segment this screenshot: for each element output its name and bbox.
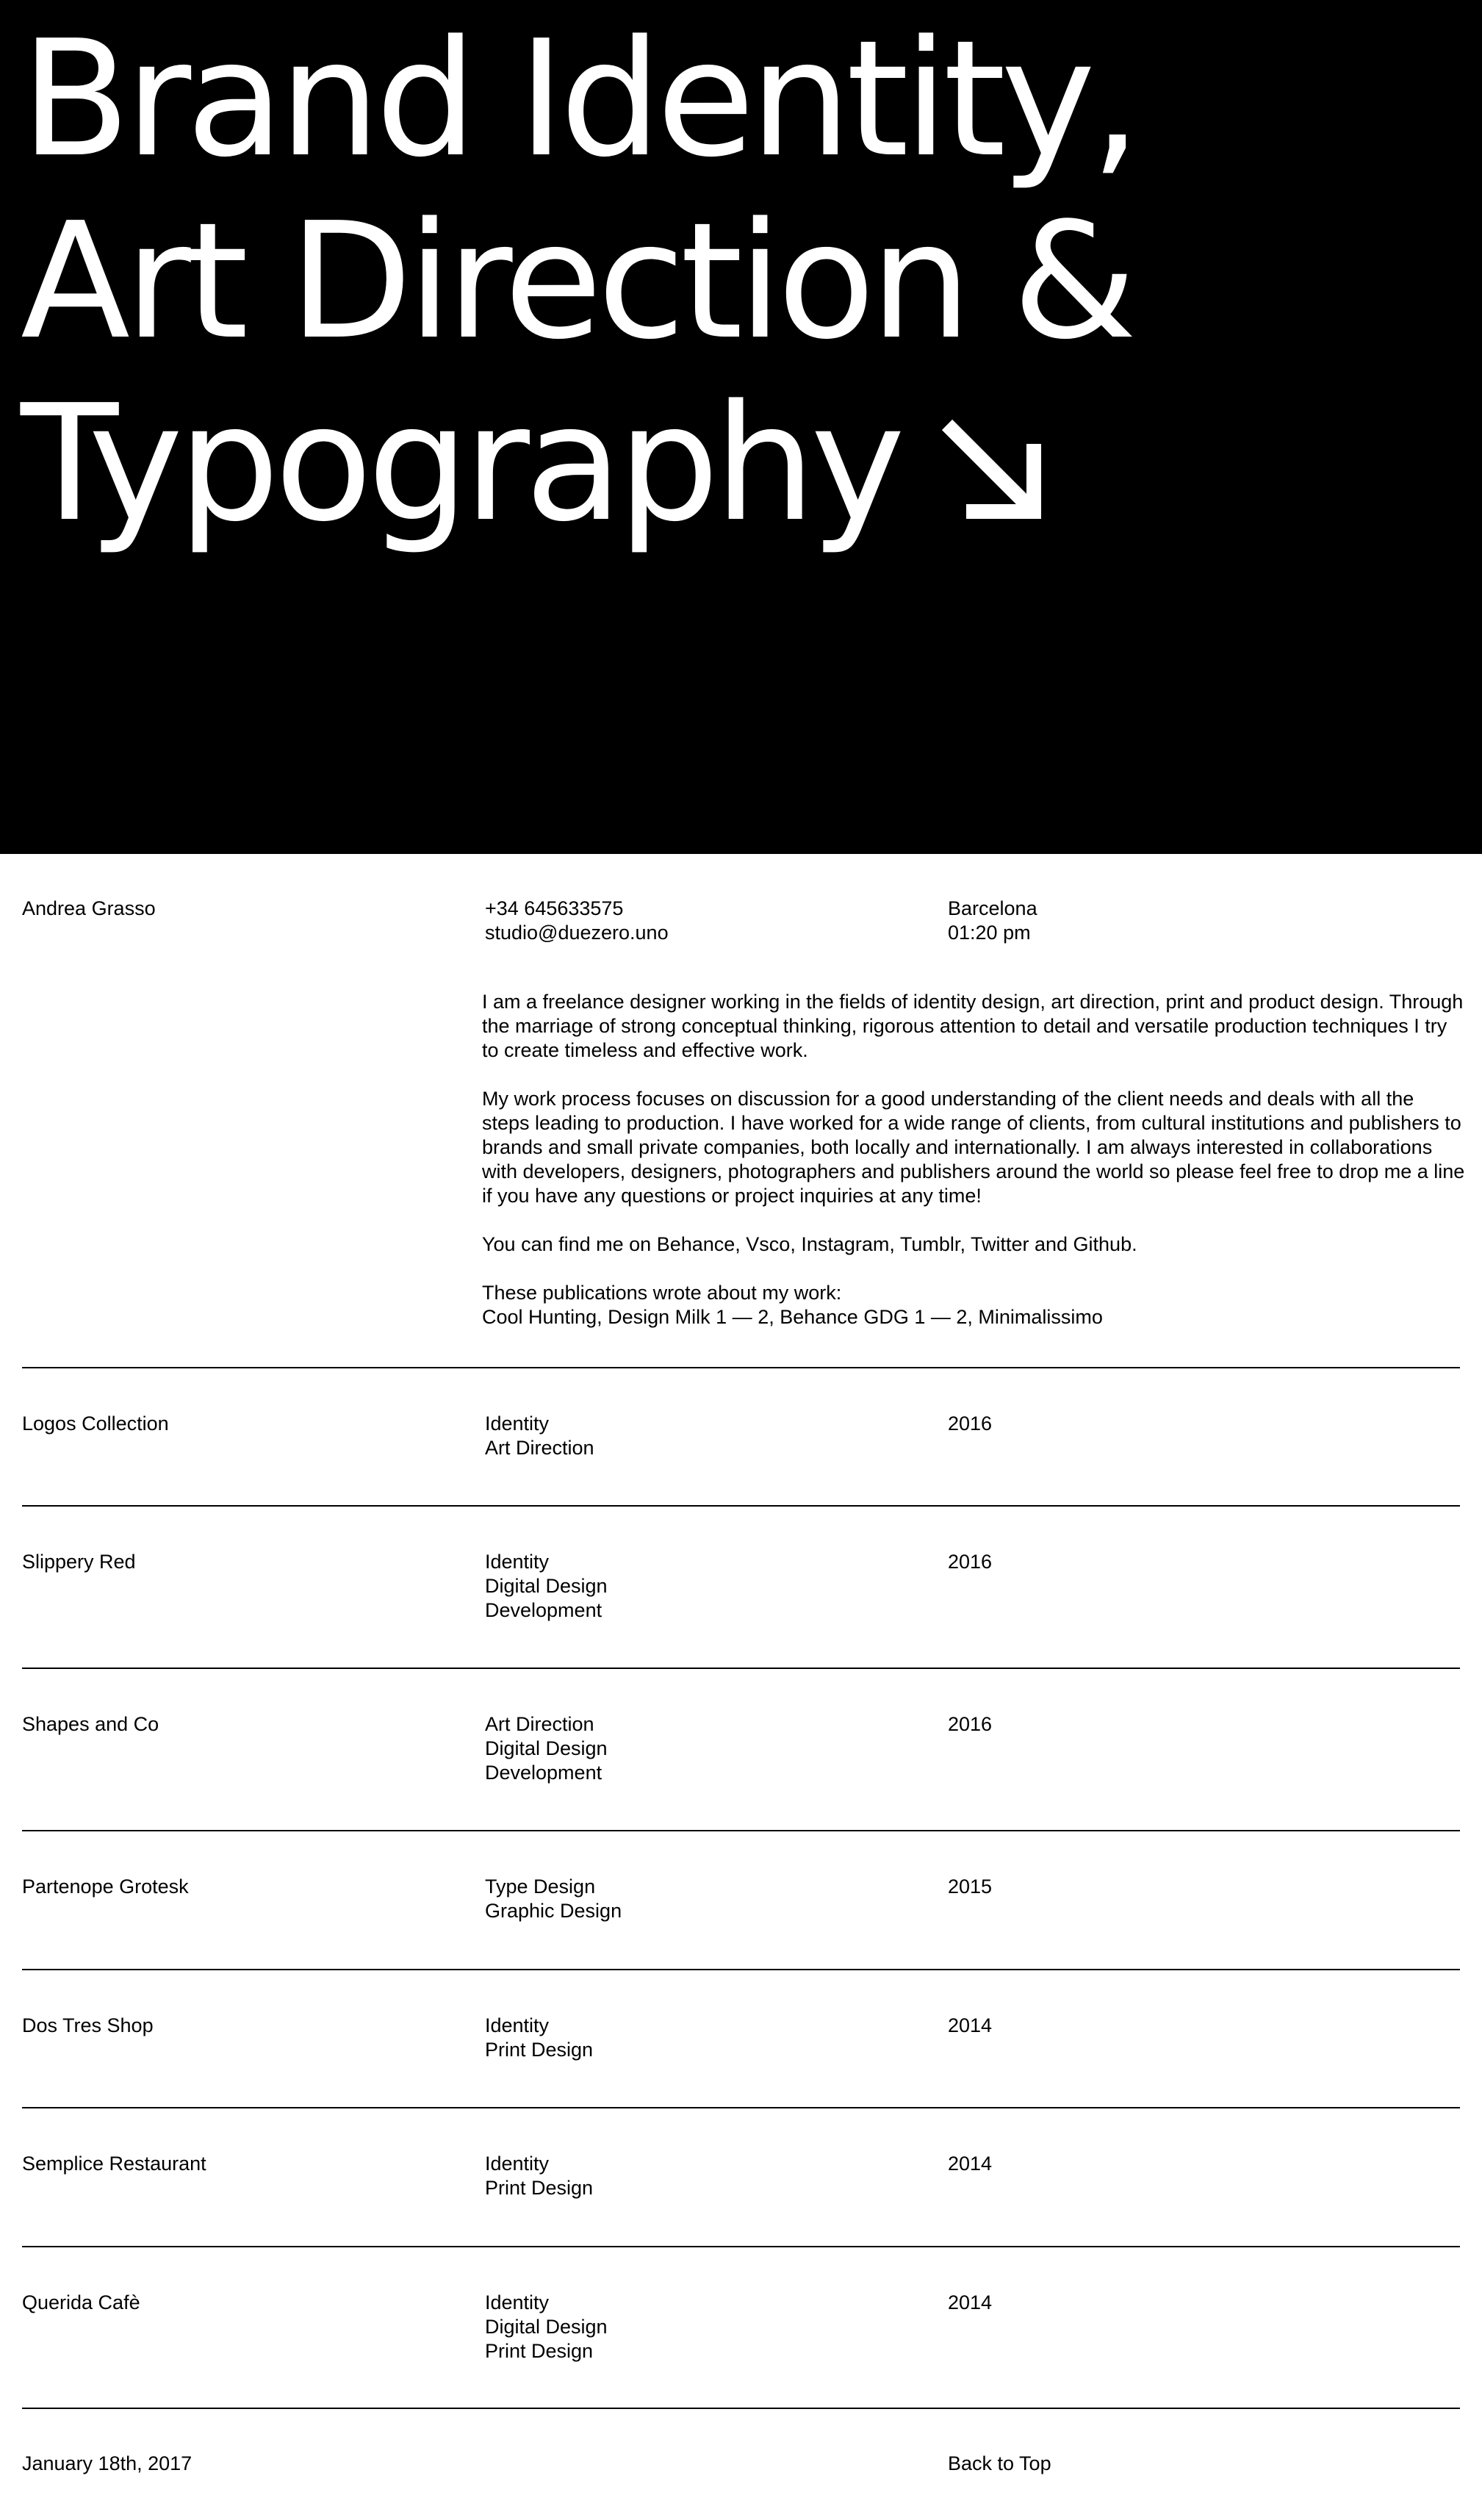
project-category: Print Design [485, 2039, 594, 2061]
project-categories [485, 1412, 594, 1460]
twitter-link[interactable]: Twitter [970, 1233, 1029, 1255]
project-name[interactable]: Dos Tres Shop [22, 2014, 154, 2036]
project-categories [485, 2014, 593, 2062]
project-category: Identity [485, 1412, 550, 1435]
project-category: Art Direction [485, 1713, 594, 1735]
separator: , [960, 1233, 971, 1255]
project-categories [485, 2291, 608, 2363]
hero-section [0, 0, 1482, 854]
separator: , [735, 1233, 747, 1255]
project-year: 2016 [948, 1713, 993, 1735]
separator: , [889, 1233, 900, 1255]
project-category: Digital Design [485, 1737, 608, 1759]
divider [22, 1505, 1460, 1507]
social-links-paragraph [482, 1232, 1467, 1257]
social-prefix: You can find me on [482, 1233, 657, 1255]
project-category: Development [485, 1762, 602, 1784]
contact-info [0, 897, 1482, 948]
separator: , [967, 1306, 979, 1328]
project-name[interactable]: Querida Cafè [22, 2291, 140, 2313]
project-year: 2014 [948, 2153, 993, 2175]
divider [22, 1969, 1460, 1970]
project-category: Development [485, 1599, 602, 1621]
divider [22, 1830, 1460, 1831]
hero-title-line-1: Brand Identity, [21, 7, 1137, 193]
project-name[interactable]: Shapes and Co [22, 1713, 159, 1735]
hero-title [21, 9, 1136, 556]
divider [22, 1367, 1460, 1368]
separator: — [727, 1306, 758, 1328]
project-year: 2015 [948, 1875, 993, 1898]
project-name[interactable]: Semplice Restaurant [22, 2153, 206, 2175]
divider [22, 2107, 1460, 2108]
last-updated-date: January 18th, 2017 [22, 2452, 193, 2474]
behance-link[interactable]: Behance [656, 1233, 735, 1255]
tumblr-link[interactable]: Tumblr [899, 1233, 960, 1255]
separator: — [925, 1306, 957, 1328]
project-category: Type Design [485, 1875, 596, 1898]
project-name[interactable]: Slippery Red [22, 1551, 136, 1573]
city-label: Barcelona [948, 897, 1037, 919]
hero-title-line-2: Art Direction & [21, 189, 1132, 375]
github-link[interactable]: Github [1073, 1233, 1132, 1255]
project-name[interactable]: Partenope Grotesk [22, 1875, 189, 1898]
separator: and [1029, 1233, 1073, 1255]
contact-details [485, 897, 669, 945]
separator: , [597, 1306, 608, 1328]
press-link-minimalissimo[interactable]: Minimalissimo [978, 1306, 1103, 1328]
vsco-link[interactable]: Vsco [746, 1233, 791, 1255]
bio-section [482, 990, 1467, 1329]
back-to-top-link[interactable]: Back to Top [948, 2452, 1051, 2474]
press-intro: These publications wrote about my work: [482, 1282, 842, 1304]
bio-paragraph-2: My work process focuses on discussion for a good understanding of the client needs and deals with all the steps leading to production. I have worked for a wide range of clients, from cultural institutions and publishers to brands and small private companies, both locally and internationally. I am always interested in collaborations with developers, designers, photographers and publishers around the world so please feel free to drop me a line if you have any questions or project inquiries at any time! [482, 1088, 1465, 1207]
separator: , [790, 1233, 802, 1255]
designer-name: Andrea Grasso [22, 897, 156, 919]
divider [22, 2246, 1460, 2247]
project-categories [485, 1712, 608, 1785]
project-category: Identity [485, 2014, 550, 2036]
email-link[interactable]: studio@duezero.uno [485, 922, 669, 944]
project-category: Digital Design [485, 2316, 608, 2338]
project-category: Identity [485, 2291, 550, 2313]
project-category: Art Direction [485, 1437, 594, 1459]
project-category: Graphic Design [485, 1900, 622, 1922]
project-category: Identity [485, 1551, 550, 1573]
press-link-design-milk-1[interactable]: Design Milk 1 [608, 1306, 727, 1328]
separator: . [1132, 1233, 1137, 1255]
phone-link[interactable]: +34 645633575 [485, 897, 624, 919]
divider [22, 2408, 1460, 2409]
project-categories [485, 1550, 608, 1623]
project-categories [485, 1875, 622, 1923]
press-link-design-milk-2[interactable]: 2 [758, 1306, 769, 1328]
project-name[interactable]: Logos Collection [22, 1412, 169, 1435]
instagram-link[interactable]: Instagram [801, 1233, 890, 1255]
project-categories [485, 2152, 593, 2200]
bio-paragraph-1: I am a freelance designer working in the fields of identity design, art direction, print and product design. Through the marriage of strong conceptual thinking, rigorous attention to detail and versatile production techniques I try to create timeless and effective work. [482, 991, 1464, 1061]
hero-title-line-3-text: Typography [21, 371, 901, 557]
press-link-behance-gdg-1[interactable]: Behance GDG 1 [780, 1306, 926, 1328]
press-link-cool-hunting[interactable]: Cool Hunting [482, 1306, 597, 1328]
project-year: 2016 [948, 1412, 993, 1435]
local-time: 01:20 pm [948, 922, 1031, 944]
divider [22, 1668, 1460, 1669]
press-paragraph [482, 1281, 1467, 1329]
press-link-behance-gdg-2[interactable]: 2 [956, 1306, 968, 1328]
project-category: Print Design [485, 2340, 594, 2362]
location-info [948, 897, 1037, 945]
arrow-down-right-icon [937, 414, 1047, 525]
hero-title-line-3 [21, 373, 1136, 556]
project-category: Print Design [485, 2177, 594, 2199]
project-year: 2016 [948, 1551, 993, 1573]
project-year: 2014 [948, 2291, 993, 2313]
footer [0, 2452, 1482, 2481]
project-year: 2014 [948, 2014, 993, 2036]
separator: , [769, 1306, 780, 1328]
project-category: Digital Design [485, 1575, 608, 1597]
project-category: Identity [485, 2153, 550, 2175]
